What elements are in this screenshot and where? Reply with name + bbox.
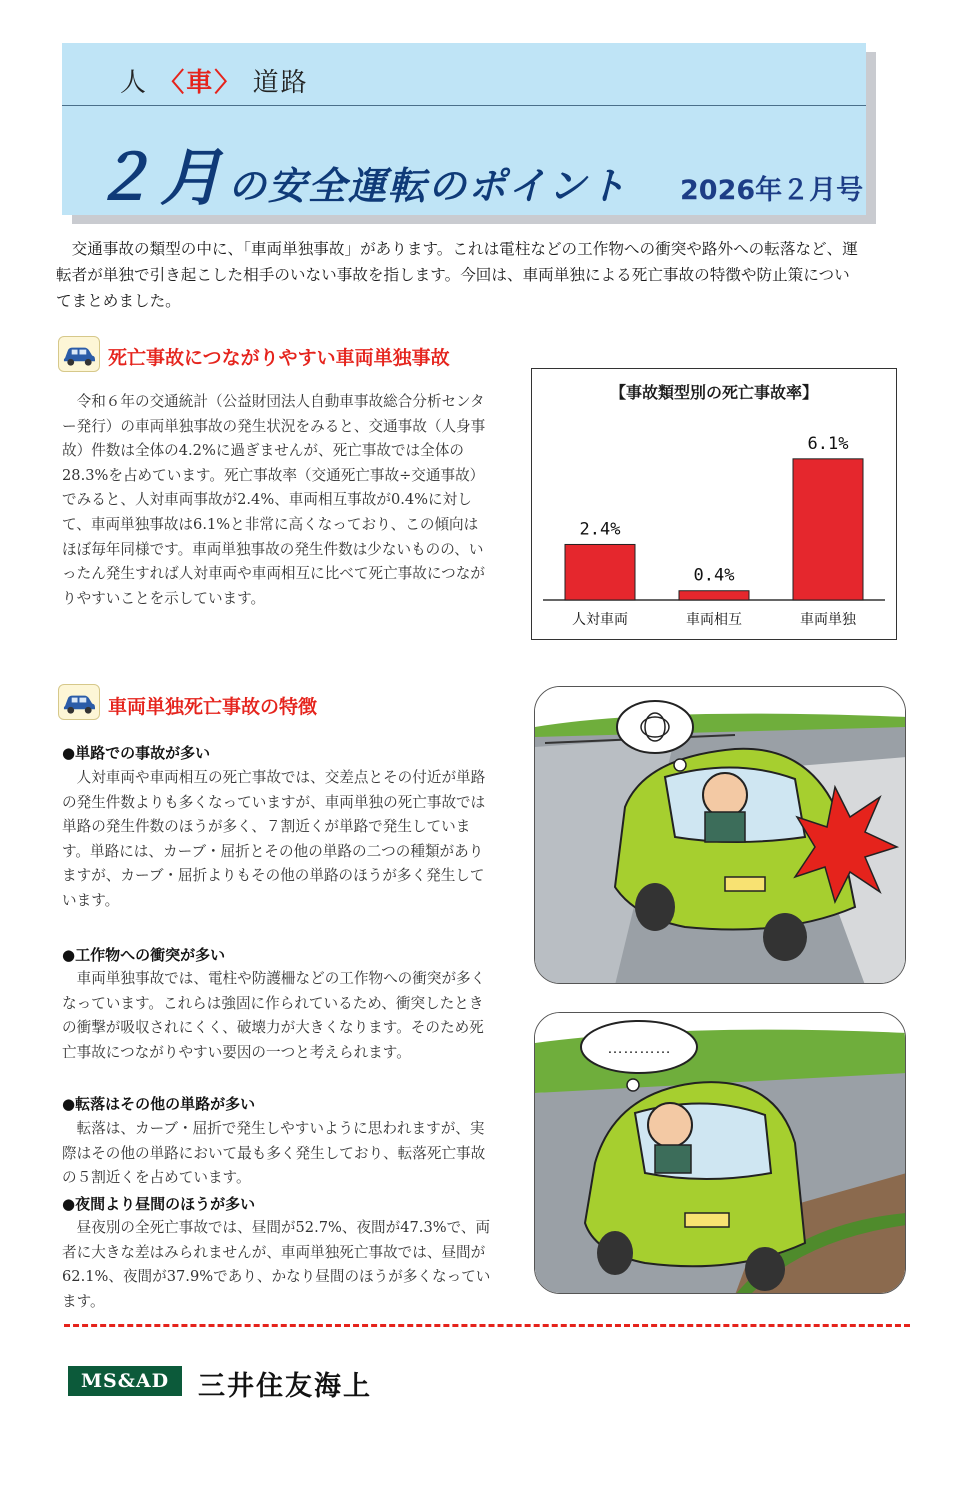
company-name: 三井住友海上 [198,1371,372,1402]
footer-divider [64,1324,910,1327]
drift-illustration [534,1012,906,1294]
feature2-body: 車両単独事故では、電柱や防護柵などの工作物への衝突が多くなっています。これらは強固に作られているため、衝突したときの衝撃が吸収されにくく、破壊力が大きくなります。そのため死亡事故につながりやすい要因の一つと考えられます。 [62,970,486,1061]
category-label-0: 人対車両 [572,612,628,628]
issue-date: 2026年２月号 [680,175,864,206]
bar-0 [565,544,635,600]
section2-title: 車両単独死亡事故の特徴 [108,696,318,718]
feature1-body: 人対車両や車両相互の死亡事故では、交差点とその付近が単路の発生件数よりも多くなっていますが、車両単独の死亡事故では単路の発生件数のほうが多く、７割近くが単路で発生しています。単路には、カーブ・屈折とその他の単路の二つの種類がありますが、カーブ・屈折よりもその他の単路のほうが多く発生しています。 [62,769,486,909]
series-mid: 〈車〉 [158,68,243,98]
bar-2 [793,459,863,600]
title-rest: の安全運転のポイント [228,164,629,208]
bar-chart [531,368,897,640]
bubble-text: ………… [607,1040,671,1057]
feature2-heading: ●工作物への衝突が多い [62,946,226,964]
chart-title: 【事故類型別の死亡事故率】 [609,383,818,402]
series-post: 道路 [252,68,309,98]
bar-value-label-1: 0.4% [693,565,735,586]
bar-value-label-2: 6.1% [807,433,849,454]
feature1-heading: ●単路での事故が多い [62,744,211,762]
bar-1 [679,591,749,600]
msad-logo: MS&AD [68,1366,182,1396]
bar-value-label-0: 2.4% [579,519,621,540]
series-title [120,62,309,99]
intro-text: 交通事故の類型の中に、「車両単独事故」があります。これは電柱などの工作物への衝突や路外への転落など、運転者が単独で引き起こした相手のいない事故を指します。今回は、車両単独による死亡事故の特徴や防止策についてまとめました。 [56,240,858,310]
feature3-heading: ●転落はその他の単路が多い [62,1095,256,1113]
feature4-heading: ●夜間より昼間のほうが多い [62,1195,256,1213]
car-icon [58,684,100,720]
section1-title: 死亡事故につながりやすい車両単独事故 [108,347,450,369]
section1-body: 令和６年の交通統計（公益財団法人自動車事故総合分析センター発行）の車両単独事故の発生状況をみると、交通事故（人身事故）件数は全体の4.2%に過ぎませんが、死亡事故では全体の28.3%を占めています。死亡事故率（交通死亡事故÷交通事故）でみると、人対車両事故が2.4%、車両相互事故が0.4%に対して、車両単独事故は6.1%と非常に高くなっており、この傾向はほぼ毎年同様です。車両単独事故の発生件数は少ないものの、いったん発生すれば人対車両や車両相互に比べて死亡事故につながりやすいことを示しています。 [62,393,486,607]
crash-illustration [534,686,906,984]
feature4-body: 昼夜別の全死亡事故では、昼間が52.7%、夜間が47.3%で、両者に大きな差はみられませんが、車両単独死亡事故では、昼間が62.1%、夜間が37.9%であり、かなり昼間のほうが多くなっています。 [62,1219,491,1310]
category-label-2: 車両単独 [800,612,856,628]
header-rule [62,105,866,106]
category-label-1: 車両相互 [686,612,742,628]
title-month: ２月 [92,141,229,214]
series-pre: 人 [120,68,149,98]
page-title [92,128,628,217]
car-icon [58,336,100,372]
feature3-body: 転落は、カーブ・屈折で発生しやすいように思われますが、実際はその他の単路において最も多く発生しており、転落死亡事故の５割近くを占めています。 [62,1120,486,1187]
